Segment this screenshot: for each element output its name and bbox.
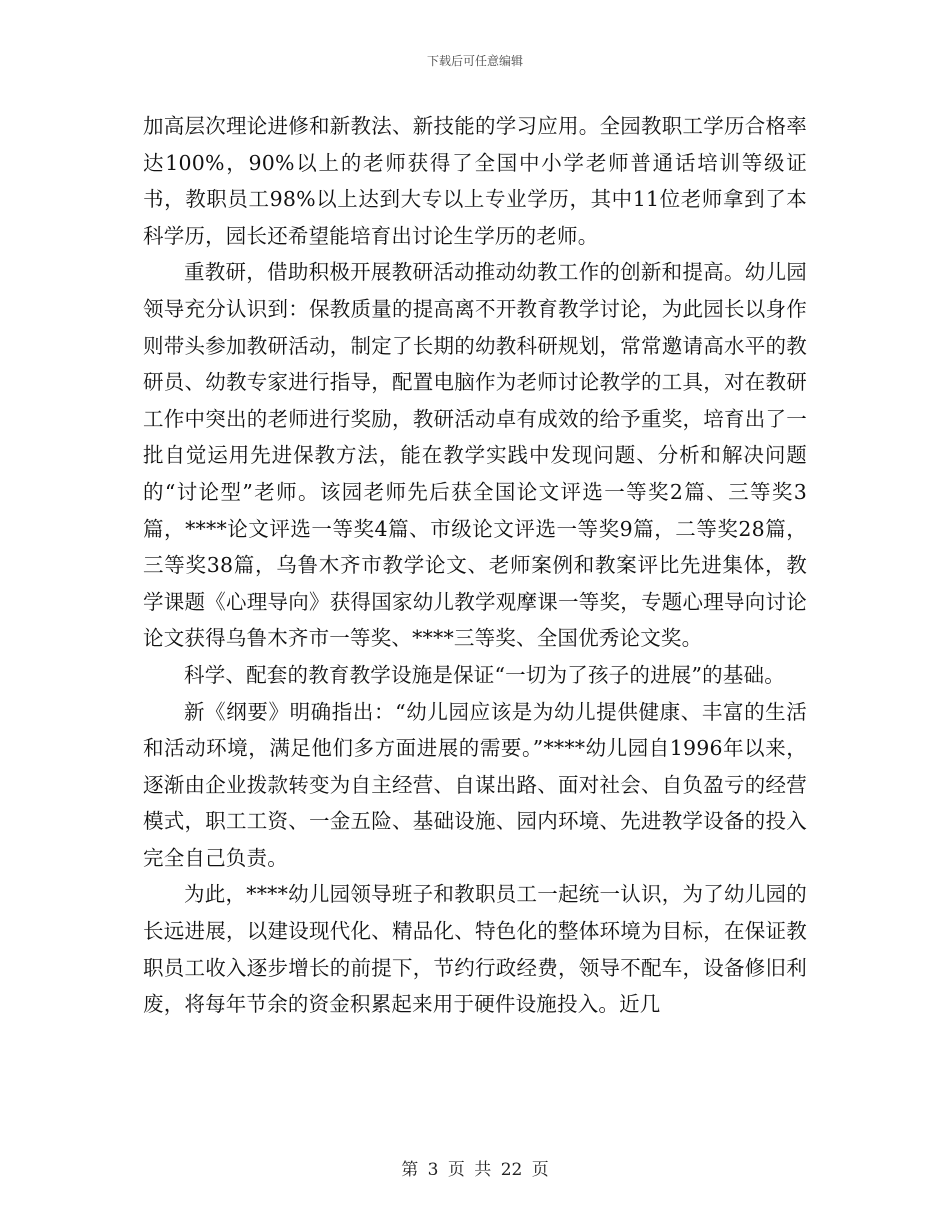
page-header-note: 下载后可任意编辑 (426, 54, 523, 68)
paragraph: 加高层次理论进修和新教法、新技能的学习应用。全园教职工学历合格率达100%，90%以上的老师获得了全国中小学老师普通话培训等级证书，教职员工98%以上达到大专以上专业学历，其中11位老师拿到了本科学历，园长还希望能培育出讨论生学历的老师。 (143, 114, 807, 248)
paragraph: 新《纲要》明确指出：“幼儿园应该是为幼儿提供健康、丰富的生活和活动环境，满足他们多方面进展的需要。”****幼儿园自1996年以来，逐渐由企业拨款转变为自主经营、自谋出路、面对社会、自负盈亏的经营模式，职工工资、一金五险、基础设施、园内环境、先进教学设备的投入完全自己负责。 (143, 699, 807, 870)
paragraph: 为此，****幼儿园领导班子和教职员工一起统一认识，为了幼儿园的长远进展，以建设现代化、精品化、特色化的整体环境为目标，在保证教职员工收入逐步增长的前提下，节约行政经费，领导不配车，设备修旧利废，将每年节余的资金积累起来用于硬件设施投入。近几 (143, 882, 807, 1017)
paragraph: 科学、配套的教育教学设施是保证“一切为了孩子的进展”的基础。 (184, 662, 785, 687)
document-body (143, 108, 807, 1023)
paragraph: 重教研，借助积极开展教研活动推动幼教工作的创新和提高。幼儿园领导充分认识到：保教质量的提高离不开教育教学讨论，为此园长以身作则带头参加教研活动，制定了长期的幼教科研规划，常常邀请高水平的教研员、幼教专家进行指导，配置电脑作为老师讨论教学的工具，对在教研工作中突出的老师进行奖励，教研活动卓有成效的给予重奖，培育出了一批自觉运用先进保教方法，能在教学实践中发现问题、分析和解决问题的“讨论型”老师。该园老师先后获全国论文评选一等奖2篇、三等奖3篇，****论文评选一等奖4篇、市级论文评选一等奖9篇，二等奖28篇，三等奖38篇，乌鲁木齐市教学论文、老师案例和教案评比先进集体，教学课题《心理导向》获得国家幼儿教学观摩课一等奖，专题心理导向讨论论文获得乌鲁木齐市一等奖、****三等奖、全国优秀论文奖。 (143, 260, 807, 651)
page-number-footer: 第 3 页 共 22 页 (401, 1160, 549, 1180)
